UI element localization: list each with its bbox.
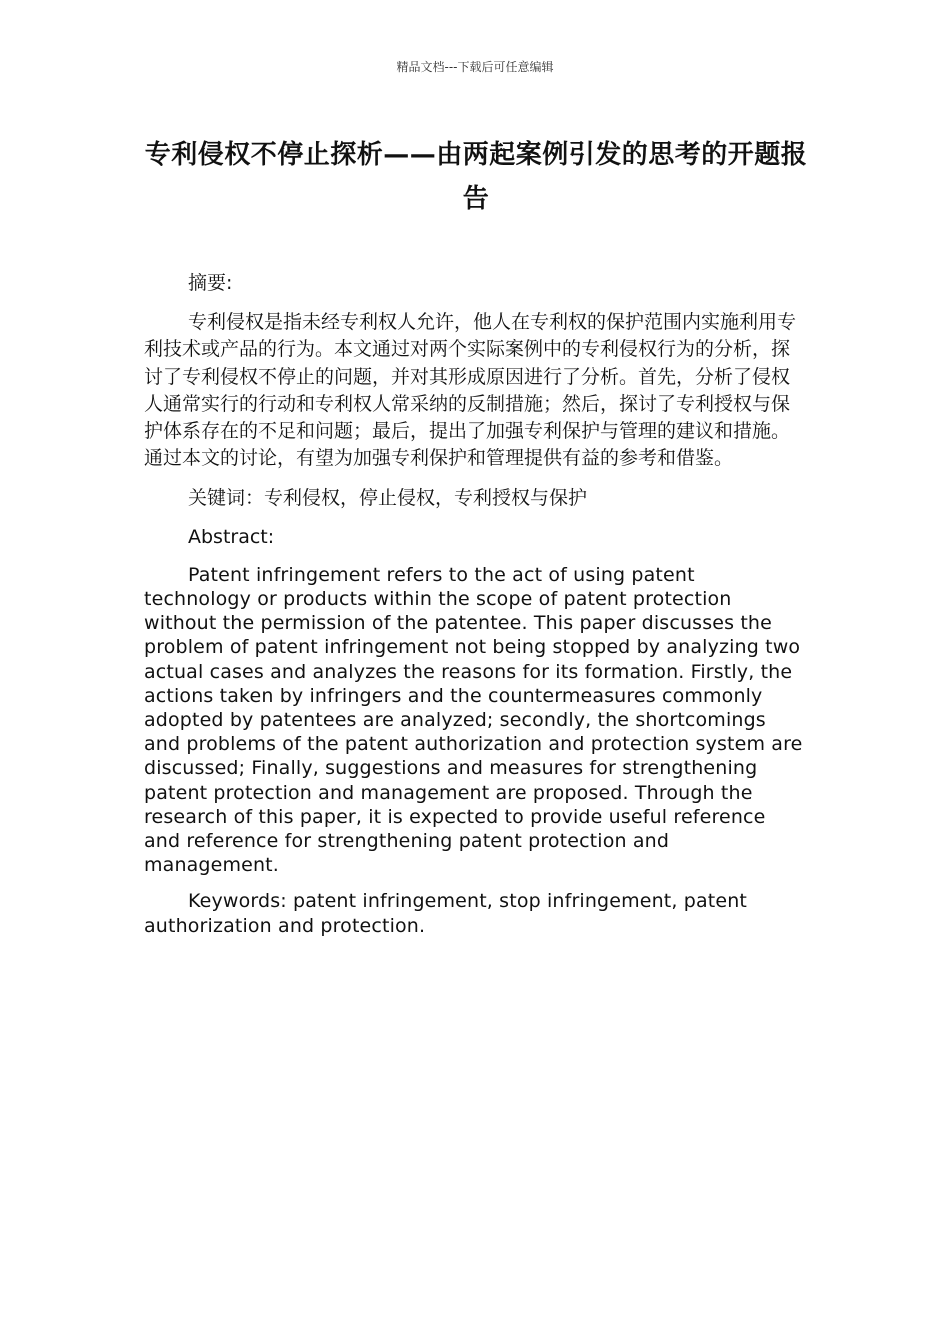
- keywords-en: Keywords: patent infringement, stop infringement, patent authorization and protection.: [144, 890, 747, 937]
- abstract-en-label: Abstract:: [188, 525, 275, 548]
- keywords-zh: 关键词：专利侵权，停止侵权，专利授权与保护: [188, 486, 588, 509]
- abstract-zh-label: 摘要:: [188, 272, 233, 294]
- document-title: 专利侵权不停止探析——由两起案例引发的思考的开题报告: [144, 140, 808, 214]
- abstract-en-body: Patent infringement refers to the act of using patent technology or products within the scope of patent protection without the permission of the patentee. This paper discusses the problem of patent infringement not being stopped by analyzing two actual cases and analyzes the reasons for its formation. Firstly, the actions taken by infringers and the countermeasures commonly adopted by patentees are analyzed; secondly, the shortcomings and problems of the patent authorization and protection system are discussed; Finally, suggestions and measures for strengthening patent protection and management are proposed. Through the research of this paper, it is expected to provide useful reference and reference for strengthening patent protection and management.: [144, 563, 803, 877]
- abstract-zh-body: 专利侵权是指未经专利权人允许，他人在专利权的保护范围内实施利用专利技术或产品的行为。本文通过对两个实际案例中的专利侵权行为的分析，探讨了专利侵权不停止的问题，并对其形成原因进行了分析。首先，分析了侵权人通常实行的行动和专利权人常采纳的反制措施；然后，探讨了专利授权与保护体系存在的不足和问题；最后，提出了加强专利保护与管理的建议和措施。通过本文的讨论，有望为加强专利保护和管理提供有益的参考和借鉴。: [144, 311, 797, 470]
- page-header: 精品文档---下载后可任意编辑: [396, 60, 554, 74]
- document-body: [144, 270, 806, 950]
